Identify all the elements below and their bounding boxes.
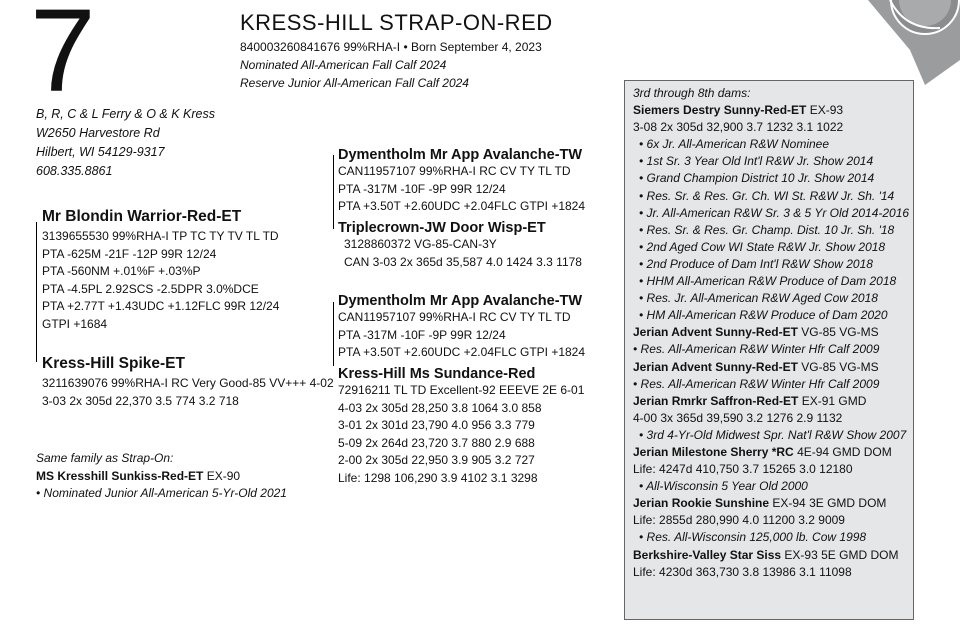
dam-entry-name [633, 393, 905, 410]
owner-street: W2650 Harvestore Rd [36, 126, 160, 140]
sire-sire-line: PTA +3.50T +2.60UDC +2.04FLC GTPI +1824 [338, 199, 586, 213]
dam-entry-name [633, 547, 905, 564]
animal-honor: Reserve Junior All-American Fall Calf 2024 [240, 76, 469, 90]
sire-line: PTA +2.77T +1.43UDC +1.12FLC 99R 12/24 [42, 299, 280, 313]
animal-honor: Nominated All-American Fall Calf 2024 [240, 58, 447, 72]
dam-dam-line: Life: 1298 106,290 3.9 4102 3.1 3298 [338, 470, 538, 485]
dam-entry-honor: • 3rd 4-Yr-Old Midwest Spr. Nat'l R&W Show 2007 [639, 427, 907, 442]
sire-sire-line: PTA -317M -10F -9P 99R 12/24 [338, 181, 506, 196]
sire-dam-line: 3128860372 VG-85-CAN-3Y [344, 237, 497, 251]
dam-sire-name: Dymentholm Mr App Avalanche-TW [338, 293, 583, 309]
owner-address [36, 105, 215, 181]
dam-entry-score: VG-85 VG-MS [797, 359, 879, 374]
sire-dam-block [338, 220, 582, 271]
dam-entry-title: Jerian Milestone Sherry *RC [633, 444, 794, 459]
dam-entry-title: Siemers Destry Sunny-Red-ET [633, 103, 807, 118]
dams-box-rows [633, 102, 910, 581]
family-note: • Nominated Junior All-American 5-Yr-Old 2021 [36, 486, 287, 500]
sire-sire-line: CAN11957107 99%RHA-I RC CV TY TL TD [338, 164, 571, 178]
dam-entry-honor: • Res. Jr. All-American R&W Aged Cow 2018 [639, 291, 878, 306]
dam-dam-line: 5-09 2x 264d 23,720 3.7 880 2.9 688 [338, 435, 535, 450]
owner-names: B, R, C & L Ferry & O & K Kress [36, 107, 215, 121]
dam-entry-name [633, 444, 905, 461]
animal-registration: 840003260841676 99%RHA-I • Born September 4, 2023 [240, 40, 542, 54]
dam-entry-score: EX-94 3E GMD DOM [769, 496, 887, 511]
dam-entry-honor: • 2nd Produce of Dam Int'l R&W Show 2018 [639, 256, 873, 271]
dam-entry-record: Life: 4230d 363,730 3.8 13986 3.1 11098 [633, 564, 852, 579]
dam-entry-honor: • Grand Champion District 10 Jr. Show 2014 [639, 171, 875, 186]
dam-name: Kress-Hill Spike-ET [42, 355, 185, 372]
sire-sire-name: Dymentholm Mr App Avalanche-TW [338, 147, 583, 163]
dam-entry-score: EX-91 GMD [798, 393, 867, 408]
dams-box-heading: 3rd through 8th dams: [633, 86, 751, 100]
dam-line: 3211639076 99%RHA-I RC Very Good-85 VV+++ 4-02 [42, 376, 334, 390]
dam-sire-block [338, 293, 585, 362]
dam-entry-record: 4-00 3x 365d 39,590 3.2 1276 2.9 1132 [633, 410, 843, 425]
dam-sire-line: PTA -317M -10F -9P 99R 12/24 [338, 327, 506, 342]
dam-entry-title: Berkshire-Valley Star Siss [633, 547, 782, 562]
dam-entry-record: Life: 4247d 410,750 3.7 15265 3.0 12180 [633, 462, 853, 477]
dam-entry-honor: • All-Wisconsin 5 Year Old 2000 [639, 479, 808, 494]
dam-entry-title: Jerian Rookie Sunshine [633, 496, 770, 511]
dam-entry-honor: • Res. All-American R&W Winter Hfr Calf 2009 [633, 376, 880, 391]
family-name: MS Kresshill Sunkiss-Red-ET [36, 468, 204, 483]
dam-sire-line: PTA +3.50T +2.60UDC +2.04FLC GTPI +1824 [338, 345, 586, 359]
dam-entry-honor: • Res. All-Wisconsin 125,000 lb. Cow 1998 [639, 530, 867, 545]
owner-city: Hilbert, WI 54129-9317 [36, 145, 165, 159]
dam-dam-line: 2-00 2x 305d 22,950 3.9 905 3.2 727 [338, 453, 535, 467]
family-score: EX-90 [203, 468, 241, 483]
dam-entry-honor: • Res. Sr. & Res. Gr. Ch. WI St. R&W Jr. Sh. '14 [639, 188, 895, 203]
sire-sire-block [338, 147, 585, 216]
dam-entry-name [633, 324, 905, 341]
sire-dam-name: Triplecrown-JW Door Wisp-ET [338, 220, 546, 236]
dam-entry-title: Jerian Rmrkr Saffron-Red-ET [633, 393, 799, 408]
sire-block [42, 208, 279, 333]
animal-name: KRESS-HILL STRAP-ON-RED [240, 10, 553, 35]
sire-line: 3139655530 99%RHA-I TP TC TY TV TL TD [42, 229, 279, 243]
lot-number: 7 [30, 0, 94, 117]
dam-entry-name [633, 102, 905, 119]
dam-block [42, 355, 334, 410]
dam-dam-line: 4-03 2x 305d 28,250 3.8 1064 3.0 858 [338, 400, 542, 415]
dam-entry-honor: • HHM All-American R&W Produce of Dam 2018 [639, 274, 897, 289]
family-heading: Same family as Strap-On: [36, 451, 174, 465]
dam-entry-score: 4E-94 GMD DOM [793, 444, 892, 459]
dam-line: 3-03 2x 305d 22,370 3.5 774 3.2 718 [42, 393, 239, 408]
owner-phone: 608.335.8861 [36, 164, 113, 178]
dam-entry-honor: • Res. Sr. & Res. Gr. Champ. Dist. 10 Jr. Sh. '18 [639, 222, 895, 237]
dam-entry-honor: • 1st Sr. 3 Year Old Int'l R&W Jr. Show 2014 [639, 154, 874, 169]
sire-line: PTA -625M -21F -12P 99R 12/24 [42, 246, 217, 261]
dam-entry-title: Jerian Advent Sunny-Red-ET [633, 359, 798, 374]
dam-entry-honor: • 6x Jr. All-American R&W Nominee [639, 137, 830, 152]
dam-entry-honor: • Res. All-American R&W Winter Hfr Calf 2009 [633, 342, 880, 357]
sire-name: Mr Blondin Warrior-Red-ET [42, 208, 242, 225]
dam-dam-line: 72916211 TL TD Excellent-92 EEEVE 2E 6-01 [338, 383, 585, 397]
dam-sire-line: CAN11957107 99%RHA-I RC CV TY TL TD [338, 310, 571, 324]
pedigree-line [36, 222, 37, 362]
dam-dam-block [338, 366, 584, 487]
dam-entry-score: EX-93 5E GMD DOM [781, 547, 899, 562]
dam-entry-score: VG-85 VG-MS [797, 325, 879, 340]
sire-line: PTA -4.5PL 2.92SCS -2.5DPR 3.0%DCE [42, 281, 259, 296]
dam-entry-record: Life: 2855d 280,990 4.0 11200 3.2 9009 [633, 513, 845, 528]
dam-entry-record: 3-08 2x 305d 32,900 3.7 1232 3.1 1022 [633, 120, 844, 135]
dam-dam-name: Kress-Hill Ms Sundance-Red [338, 366, 536, 382]
dam-entry-name [633, 359, 905, 376]
dam-entry-honor: • 2nd Aged Cow WI State R&W Jr. Show 2018 [639, 239, 886, 254]
dam-entry-honor: • Jr. All-American R&W Sr. 3 & 5 Yr Old 2014-2016 [639, 205, 910, 220]
sire-line: PTA -560NM +.01%F +.03%P [42, 264, 201, 278]
sire-dam-line: CAN 3-03 2x 365d 35,587 4.0 1424 3.3 1178 [344, 254, 582, 269]
pedigree-line [333, 155, 334, 229]
dam-dam-line: 3-01 2x 301d 23,790 4.0 956 3.3 779 [338, 418, 535, 432]
dam-entry-score: EX-93 [806, 103, 844, 118]
family-block [36, 450, 287, 503]
sire-line: GTPI +1684 [42, 316, 108, 331]
dam-entry-honor: • HM All-American R&W Produce of Dam 2020 [639, 308, 888, 323]
extended-dams-box [624, 80, 914, 620]
dam-entry-name [633, 495, 905, 512]
award-ribbon-icon [830, 0, 960, 85]
dam-entry-title: Jerian Advent Sunny-Red-ET [633, 325, 798, 340]
